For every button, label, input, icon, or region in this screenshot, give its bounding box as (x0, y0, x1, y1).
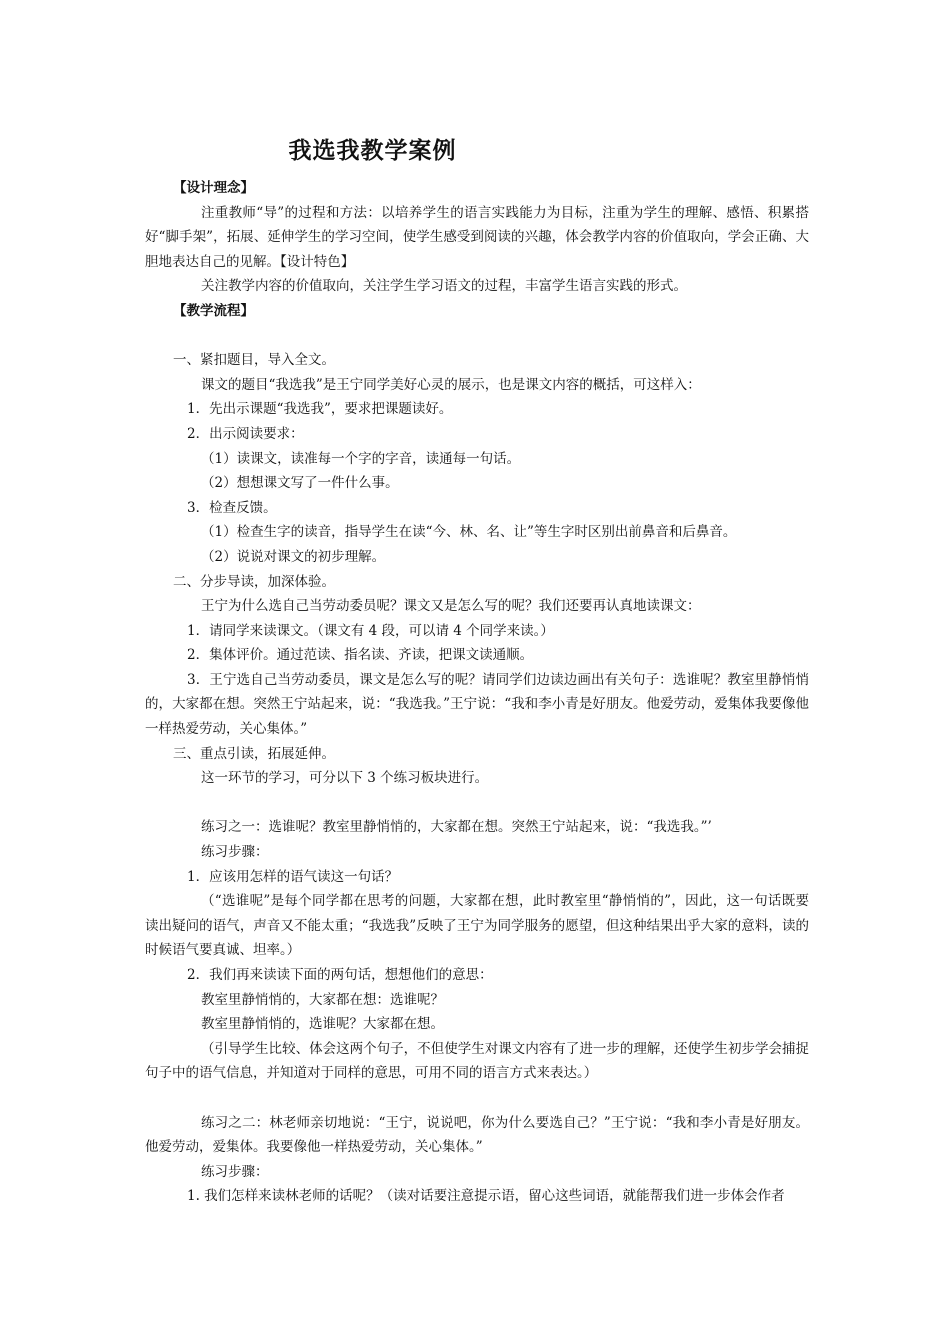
exercise-two: 练习之二：林老师亲切地说：“王宁，说说吧，你为什么要选自己？”王宁说：“我和李小青是好朋友。他爱劳动，爱集体。我要像他一样热爱劳动，关心集体。” (145, 1114, 809, 1156)
list-item: 1．先出示课题“我选我”，要求把课题读好。 (187, 401, 453, 418)
section-heading-design-concept: 【设计理念】 (173, 180, 254, 196)
list-item: 2．我们再来读读下面的两句话，想想他们的意思： (187, 967, 493, 983)
paragraph-design-concept: 注重教师“导”的过程和方法：以培养学生的语言实践能力为目标，注重为学生的理解、感悟、积累搭好“脚手架”，拓展、延伸学生的学习空间，使学生感受到阅读的兴趣，体会教学内容的价值取向，学会正确、大胆地表达自己的见解。【设计特色】 (145, 204, 809, 270)
blank-line (145, 324, 809, 349)
sub-list-item: （1）检查生字的读音，指导学生在读“今、林、名、让”等生字时区别出前鼻音和后鼻音。 (201, 524, 737, 541)
list-item: 1．请同学来读课文。（课文有 4 段，可以请 4 个同学来读。） (187, 622, 554, 639)
paragraph: （引导学生比较、体会这两个句子，不但使学生对课文内容有了进一步的理解，还使学生初步学会捕捉句子中的语气信息，并知道对于同样的意思，可用不同的语言方式来表达。） (145, 1040, 809, 1082)
example-sentence: 教室里静悄悄的，选谁呢？大家都在想。 (201, 1016, 444, 1033)
paragraph: 这一环节的学习，可分以下 3 个练习板块进行。 (201, 770, 489, 787)
sub-list-item: （2）想想课文写了一件什么事。 (201, 475, 399, 492)
document-body (145, 176, 809, 1209)
list-item: 3．王宁选自己当劳动委员，课文是怎么写的呢？请同学们边读边画出有关句子：选谁呢？教室里静悄悄的，大家都在想。突然王宁站起来，说：“我选我。”王宁说：“我和李小青是好朋友。他爱劳动，爱集体我要像他一样热爱劳动，关心集体。” (145, 671, 809, 738)
blank-line (145, 791, 809, 816)
list-item: 2．集体评价。通过范读、指名读、齐读，把课文读通顺。 (187, 647, 534, 664)
list-item: 1．应该用怎样的语气读这一句话？ (187, 868, 399, 885)
paragraph-design-feature: 关注教学内容的价值取向，关注学生学习语文的过程，丰富学生语言实践的形式。 (201, 278, 687, 295)
sub-list-item: （2）说说对课文的初步理解。 (201, 548, 386, 565)
paragraph: 练习步骤： (201, 844, 269, 861)
list-item: 3．检查反馈。 (187, 499, 277, 516)
paragraph: 课文的题目“我选我”是王宁同学美好心灵的展示，也是课文内容的概括，可这样入： (201, 376, 701, 393)
exercise-one: 练习之一：选谁呢？教室里静悄悄的，大家都在想。突然王宁站起来，说：“我选我。”’ (201, 819, 712, 836)
step-heading-1: 一、紧扣题目，导入全文。 (173, 352, 335, 369)
document-title: 我选我教学案例 (288, 137, 457, 164)
paragraph: 练习步骤： (201, 1163, 269, 1180)
step-heading-2: 二、分步导读，加深体验。 (173, 573, 335, 590)
paragraph: 王宁为什么选自己当劳动委员呢？课文又是怎么写的呢？我们还要再认真地读课文： (201, 598, 701, 615)
list-item: 1. 我们怎样来读林老师的话呢？（读对话要注意提示语，留心这些词语，就能帮我们进一步体会作者 (187, 1188, 785, 1205)
paragraph: （“选谁呢”是每个同学都在思考的问题，大家都在想，此时教室里“静悄悄的”，因此，这一句话既要读出疑问的语气，声音又不能太重；“我选我”反映了王宁为同学服务的愿望，但这种结果出乎大家的意料，读的时候语气要真诚、坦率。） (145, 893, 809, 959)
example-sentence: 教室里静悄悄的，大家都在想：选谁呢？ (201, 991, 444, 1008)
sub-list-item: （1）读课文，读准每一个字的字音，读通每一句话。 (201, 450, 521, 467)
step-heading-3: 三、重点引读，拓展延伸。 (173, 745, 335, 762)
list-item: 2．出示阅读要求： (187, 425, 304, 442)
blank-line (145, 1086, 809, 1111)
section-heading-teaching-process: 【教学流程】 (173, 302, 254, 319)
